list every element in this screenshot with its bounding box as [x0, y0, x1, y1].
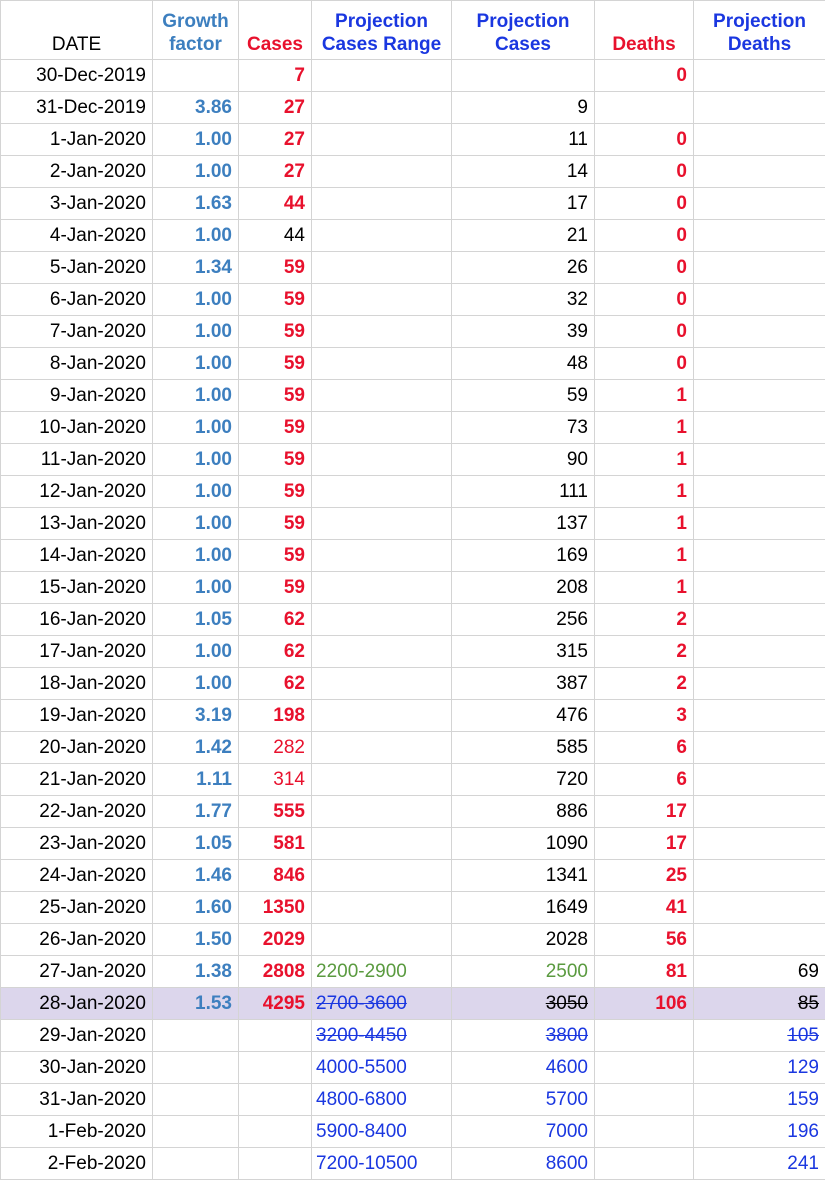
- date-cell[interactable]: 18-Jan-2020: [1, 668, 153, 700]
- date-cell[interactable]: 22-Jan-2020: [1, 796, 153, 828]
- cases-cell[interactable]: [239, 1148, 312, 1180]
- deaths-cell[interactable]: [595, 1116, 694, 1148]
- growth-factor-cell[interactable]: 1.42: [153, 732, 239, 764]
- growth-factor-cell[interactable]: 1.05: [153, 604, 239, 636]
- table-row: [1, 828, 825, 860]
- projection-range-cell[interactable]: [312, 124, 452, 156]
- growth-factor-cell[interactable]: 1.00: [153, 668, 239, 700]
- growth-factor-cell[interactable]: 1.50: [153, 924, 239, 956]
- deaths-cell[interactable]: 1: [595, 508, 694, 540]
- projection-deaths-cell[interactable]: [694, 316, 825, 348]
- header-growth-factor[interactable]: [153, 1, 239, 60]
- growth-factor-cell[interactable]: [153, 1116, 239, 1148]
- growth-factor-cell[interactable]: 1.77: [153, 796, 239, 828]
- table-row: [1, 92, 825, 124]
- cases-cell[interactable]: 27: [239, 124, 312, 156]
- projection-cases-cell[interactable]: 21: [452, 220, 595, 252]
- projection-cases-cell[interactable]: 1090: [452, 828, 595, 860]
- projection-range-cell[interactable]: [312, 700, 452, 732]
- date-cell[interactable]: 17-Jan-2020: [1, 636, 153, 668]
- projection-deaths-cell[interactable]: [694, 540, 825, 572]
- deaths-cell[interactable]: 1: [595, 412, 694, 444]
- deaths-cell[interactable]: 0: [595, 60, 694, 92]
- projection-cases-cell[interactable]: 208: [452, 572, 595, 604]
- deaths-cell[interactable]: 0: [595, 316, 694, 348]
- cases-cell[interactable]: [239, 1020, 312, 1052]
- header-deaths[interactable]: [595, 1, 694, 60]
- growth-factor-cell[interactable]: 1.00: [153, 284, 239, 316]
- growth-factor-cell[interactable]: 1.00: [153, 156, 239, 188]
- deaths-cell[interactable]: 1: [595, 380, 694, 412]
- cases-cell[interactable]: 4295: [239, 988, 312, 1020]
- projection-deaths-cell[interactable]: [694, 156, 825, 188]
- projection-cases-cell[interactable]: 9: [452, 92, 595, 124]
- cases-cell[interactable]: [239, 1116, 312, 1148]
- table-row: [1, 1052, 825, 1084]
- deaths-cell[interactable]: 2: [595, 604, 694, 636]
- deaths-cell[interactable]: 3: [595, 700, 694, 732]
- cases-cell[interactable]: 59: [239, 572, 312, 604]
- growth-factor-cell[interactable]: 1.00: [153, 476, 239, 508]
- projection-range-cell[interactable]: [312, 156, 452, 188]
- date-cell[interactable]: 4-Jan-2020: [1, 220, 153, 252]
- projection-cases-cell[interactable]: 11: [452, 124, 595, 156]
- projection-range-cell[interactable]: [312, 572, 452, 604]
- cases-cell[interactable]: 44: [239, 188, 312, 220]
- date-cell[interactable]: 23-Jan-2020: [1, 828, 153, 860]
- deaths-cell[interactable]: 0: [595, 156, 694, 188]
- deaths-cell[interactable]: 41: [595, 892, 694, 924]
- growth-factor-cell[interactable]: 3.86: [153, 92, 239, 124]
- projection-cases-cell[interactable]: 90: [452, 444, 595, 476]
- deaths-cell[interactable]: 81: [595, 956, 694, 988]
- header-deaths-label: Deaths: [612, 34, 675, 55]
- projection-deaths-cell[interactable]: [694, 700, 825, 732]
- projection-range-cell[interactable]: [312, 92, 452, 124]
- projection-cases-cell[interactable]: [452, 60, 595, 92]
- table-row: [1, 636, 825, 668]
- table-row: [1, 220, 825, 252]
- date-cell[interactable]: 6-Jan-2020: [1, 284, 153, 316]
- projection-range-cell[interactable]: [312, 828, 452, 860]
- cases-cell[interactable]: 198: [239, 700, 312, 732]
- cases-cell[interactable]: 62: [239, 636, 312, 668]
- growth-factor-cell[interactable]: 1.00: [153, 636, 239, 668]
- deaths-cell[interactable]: 0: [595, 220, 694, 252]
- projection-deaths-cell[interactable]: [694, 508, 825, 540]
- date-cell[interactable]: 16-Jan-2020: [1, 604, 153, 636]
- projection-deaths-cell[interactable]: [694, 252, 825, 284]
- projection-range-cell[interactable]: 2700-3600: [312, 988, 452, 1020]
- growth-factor-cell[interactable]: 1.00: [153, 508, 239, 540]
- table-row: [1, 1084, 825, 1116]
- projection-cases-cell[interactable]: 886: [452, 796, 595, 828]
- date-cell[interactable]: 21-Jan-2020: [1, 764, 153, 796]
- deaths-cell[interactable]: 0: [595, 284, 694, 316]
- growth-factor-cell[interactable]: 1.00: [153, 348, 239, 380]
- date-cell[interactable]: 19-Jan-2020: [1, 700, 153, 732]
- projection-deaths-cell[interactable]: [694, 220, 825, 252]
- date-cell[interactable]: 20-Jan-2020: [1, 732, 153, 764]
- header-proj-range-line2: Cases Range: [322, 34, 441, 55]
- date-cell[interactable]: 30-Dec-2019: [1, 60, 153, 92]
- projection-range-cell[interactable]: [312, 604, 452, 636]
- projection-cases-cell[interactable]: 48: [452, 348, 595, 380]
- projection-deaths-cell[interactable]: [694, 860, 825, 892]
- date-cell[interactable]: 2-Feb-2020: [1, 1148, 153, 1180]
- deaths-cell[interactable]: [595, 1052, 694, 1084]
- projection-cases-cell[interactable]: 73: [452, 412, 595, 444]
- projection-range-cell[interactable]: 4800-6800: [312, 1084, 452, 1116]
- cases-cell[interactable]: 282: [239, 732, 312, 764]
- projection-range-cell[interactable]: [312, 924, 452, 956]
- projection-deaths-cell[interactable]: [694, 636, 825, 668]
- date-cell[interactable]: 12-Jan-2020: [1, 476, 153, 508]
- projection-deaths-cell[interactable]: [694, 284, 825, 316]
- projection-cases-cell[interactable]: 3050: [452, 988, 595, 1020]
- table-row: [1, 348, 825, 380]
- deaths-cell[interactable]: 17: [595, 828, 694, 860]
- projection-range-cell[interactable]: 2200-2900: [312, 956, 452, 988]
- date-cell[interactable]: 27-Jan-2020: [1, 956, 153, 988]
- projection-deaths-cell[interactable]: 129: [694, 1052, 825, 1084]
- projection-cases-cell[interactable]: 315: [452, 636, 595, 668]
- projection-deaths-cell[interactable]: [694, 124, 825, 156]
- projection-deaths-cell[interactable]: 85: [694, 988, 825, 1020]
- projection-range-cell[interactable]: [312, 732, 452, 764]
- deaths-cell[interactable]: 6: [595, 764, 694, 796]
- projection-cases-cell[interactable]: 8600: [452, 1148, 595, 1180]
- header-proj-cases-line1: Projection: [477, 11, 570, 32]
- growth-factor-cell[interactable]: [153, 1148, 239, 1180]
- projection-range-cell[interactable]: 3200-4450: [312, 1020, 452, 1052]
- projection-deaths-cell[interactable]: [694, 572, 825, 604]
- growth-factor-cell[interactable]: 1.11: [153, 764, 239, 796]
- deaths-cell[interactable]: 1: [595, 540, 694, 572]
- growth-factor-cell[interactable]: 1.00: [153, 444, 239, 476]
- deaths-cell[interactable]: 6: [595, 732, 694, 764]
- header-proj-cases-line2: Cases: [495, 34, 551, 55]
- deaths-cell[interactable]: 1: [595, 444, 694, 476]
- projection-cases-cell[interactable]: 39: [452, 316, 595, 348]
- cases-cell[interactable]: 59: [239, 508, 312, 540]
- date-cell[interactable]: 28-Jan-2020: [1, 988, 153, 1020]
- table-row: [1, 156, 825, 188]
- date-cell[interactable]: 11-Jan-2020: [1, 444, 153, 476]
- projection-deaths-cell[interactable]: [694, 764, 825, 796]
- cases-cell[interactable]: 62: [239, 604, 312, 636]
- header-proj-deaths-line1: Projection: [713, 11, 806, 32]
- projection-range-cell[interactable]: [312, 380, 452, 412]
- growth-factor-cell[interactable]: [153, 1052, 239, 1084]
- deaths-cell[interactable]: 0: [595, 252, 694, 284]
- table-row: [1, 540, 825, 572]
- date-cell[interactable]: 29-Jan-2020: [1, 1020, 153, 1052]
- table-row: [1, 668, 825, 700]
- header-proj-range-line1: Projection: [335, 11, 428, 32]
- growth-factor-cell[interactable]: 1.00: [153, 316, 239, 348]
- projection-cases-cell[interactable]: 256: [452, 604, 595, 636]
- projection-range-cell[interactable]: [312, 220, 452, 252]
- projection-range-cell[interactable]: [312, 476, 452, 508]
- table-row: [1, 764, 825, 796]
- projection-deaths-cell[interactable]: [694, 924, 825, 956]
- growth-factor-cell[interactable]: [153, 1084, 239, 1116]
- projection-cases-cell[interactable]: 17: [452, 188, 595, 220]
- projection-deaths-cell[interactable]: 159: [694, 1084, 825, 1116]
- growth-factor-cell[interactable]: 1.53: [153, 988, 239, 1020]
- growth-factor-cell[interactable]: 1.00: [153, 220, 239, 252]
- table-row: [1, 572, 825, 604]
- projection-deaths-cell[interactable]: 69: [694, 956, 825, 988]
- projection-range-cell[interactable]: [312, 444, 452, 476]
- projection-cases-cell[interactable]: 14: [452, 156, 595, 188]
- deaths-cell[interactable]: 106: [595, 988, 694, 1020]
- header-row: [1, 1, 825, 60]
- table-row: [1, 124, 825, 156]
- header-projection-cases[interactable]: [452, 1, 595, 60]
- deaths-cell[interactable]: [595, 1084, 694, 1116]
- date-cell[interactable]: 31-Jan-2020: [1, 1084, 153, 1116]
- projection-cases-cell[interactable]: 7000: [452, 1116, 595, 1148]
- table-row: [1, 892, 825, 924]
- header-cases[interactable]: [239, 1, 312, 60]
- table-row: [1, 508, 825, 540]
- projection-deaths-cell[interactable]: [694, 828, 825, 860]
- projection-deaths-cell[interactable]: [694, 188, 825, 220]
- projection-cases-cell[interactable]: 3800: [452, 1020, 595, 1052]
- projection-range-cell[interactable]: [312, 764, 452, 796]
- cases-cell[interactable]: 2029: [239, 924, 312, 956]
- date-cell[interactable]: 13-Jan-2020: [1, 508, 153, 540]
- projection-deaths-cell[interactable]: [694, 796, 825, 828]
- date-cell[interactable]: 31-Dec-2019: [1, 92, 153, 124]
- projection-range-cell[interactable]: 5900-8400: [312, 1116, 452, 1148]
- table-row: [1, 252, 825, 284]
- table-row: [1, 700, 825, 732]
- deaths-cell[interactable]: 0: [595, 124, 694, 156]
- projection-cases-cell[interactable]: 2028: [452, 924, 595, 956]
- growth-factor-cell[interactable]: 1.60: [153, 892, 239, 924]
- table-row: [1, 380, 825, 412]
- date-cell[interactable]: 24-Jan-2020: [1, 860, 153, 892]
- projection-deaths-cell[interactable]: [694, 668, 825, 700]
- header-projection-range[interactable]: [312, 1, 452, 60]
- deaths-cell[interactable]: [595, 92, 694, 124]
- deaths-cell[interactable]: 0: [595, 348, 694, 380]
- date-cell[interactable]: 14-Jan-2020: [1, 540, 153, 572]
- deaths-cell[interactable]: [595, 1148, 694, 1180]
- growth-factor-cell[interactable]: 1.00: [153, 380, 239, 412]
- growth-factor-cell[interactable]: 1.00: [153, 124, 239, 156]
- projection-range-cell[interactable]: [312, 540, 452, 572]
- cases-cell[interactable]: 44: [239, 220, 312, 252]
- date-cell[interactable]: 3-Jan-2020: [1, 188, 153, 220]
- projection-range-cell[interactable]: [312, 284, 452, 316]
- header-date-label: DATE: [52, 34, 101, 55]
- date-cell[interactable]: 10-Jan-2020: [1, 412, 153, 444]
- table-row: [1, 732, 825, 764]
- header-proj-deaths-line2: Deaths: [728, 34, 791, 55]
- projection-range-cell[interactable]: [312, 636, 452, 668]
- projection-cases-cell[interactable]: 169: [452, 540, 595, 572]
- projection-range-cell[interactable]: [312, 252, 452, 284]
- date-cell[interactable]: 2-Jan-2020: [1, 156, 153, 188]
- table-row: [1, 604, 825, 636]
- projection-cases-cell[interactable]: 585: [452, 732, 595, 764]
- projection-cases-cell[interactable]: 26: [452, 252, 595, 284]
- date-cell[interactable]: 9-Jan-2020: [1, 380, 153, 412]
- projection-deaths-cell[interactable]: [694, 732, 825, 764]
- growth-factor-cell[interactable]: 1.46: [153, 860, 239, 892]
- projection-range-cell[interactable]: [312, 892, 452, 924]
- cases-cell[interactable]: [239, 1052, 312, 1084]
- cases-cell[interactable]: 27: [239, 156, 312, 188]
- projection-cases-cell[interactable]: 59: [452, 380, 595, 412]
- cases-cell[interactable]: 62: [239, 668, 312, 700]
- projection-range-cell[interactable]: [312, 668, 452, 700]
- cases-cell[interactable]: 59: [239, 444, 312, 476]
- table-row: [1, 60, 825, 92]
- growth-factor-cell[interactable]: 1.00: [153, 540, 239, 572]
- projection-cases-cell[interactable]: 1341: [452, 860, 595, 892]
- date-cell[interactable]: 26-Jan-2020: [1, 924, 153, 956]
- table-row: [1, 284, 825, 316]
- growth-factor-cell[interactable]: [153, 60, 239, 92]
- projection-range-cell[interactable]: [312, 188, 452, 220]
- growth-factor-cell[interactable]: 1.34: [153, 252, 239, 284]
- projection-cases-cell[interactable]: 1649: [452, 892, 595, 924]
- table-row: [1, 1148, 825, 1180]
- projection-deaths-cell[interactable]: [694, 348, 825, 380]
- projection-cases-cell[interactable]: 5700: [452, 1084, 595, 1116]
- date-cell[interactable]: 25-Jan-2020: [1, 892, 153, 924]
- projection-cases-cell[interactable]: 2500: [452, 956, 595, 988]
- header-growth-line2: factor: [169, 34, 222, 55]
- cases-cell[interactable]: 27: [239, 92, 312, 124]
- projection-range-cell[interactable]: 4000-5500: [312, 1052, 452, 1084]
- date-cell[interactable]: 1-Feb-2020: [1, 1116, 153, 1148]
- growth-factor-cell[interactable]: 3.19: [153, 700, 239, 732]
- growth-factor-cell[interactable]: 1.00: [153, 572, 239, 604]
- date-cell[interactable]: 30-Jan-2020: [1, 1052, 153, 1084]
- projection-deaths-cell[interactable]: [694, 604, 825, 636]
- table-row: [1, 444, 825, 476]
- projection-range-cell[interactable]: [312, 860, 452, 892]
- projection-deaths-cell[interactable]: [694, 92, 825, 124]
- table-row: [1, 188, 825, 220]
- date-cell[interactable]: 15-Jan-2020: [1, 572, 153, 604]
- deaths-cell[interactable]: 2: [595, 668, 694, 700]
- projection-cases-cell[interactable]: 387: [452, 668, 595, 700]
- cases-cell[interactable]: 59: [239, 380, 312, 412]
- cases-cell[interactable]: 59: [239, 252, 312, 284]
- table-row: [1, 988, 825, 1020]
- cases-cell[interactable]: 59: [239, 540, 312, 572]
- projection-deaths-cell[interactable]: [694, 380, 825, 412]
- table-row: [1, 1116, 825, 1148]
- cases-cell[interactable]: 1350: [239, 892, 312, 924]
- projection-deaths-cell[interactable]: 196: [694, 1116, 825, 1148]
- deaths-cell[interactable]: 0: [595, 188, 694, 220]
- date-cell[interactable]: 7-Jan-2020: [1, 316, 153, 348]
- deaths-cell[interactable]: 1: [595, 572, 694, 604]
- table-row: [1, 924, 825, 956]
- projection-cases-cell[interactable]: 720: [452, 764, 595, 796]
- deaths-cell[interactable]: 17: [595, 796, 694, 828]
- header-date[interactable]: [1, 1, 153, 60]
- projection-cases-cell[interactable]: 4600: [452, 1052, 595, 1084]
- deaths-cell[interactable]: 56: [595, 924, 694, 956]
- projection-deaths-cell[interactable]: [694, 444, 825, 476]
- cases-cell[interactable]: 59: [239, 476, 312, 508]
- date-cell[interactable]: 8-Jan-2020: [1, 348, 153, 380]
- header-projection-deaths[interactable]: [694, 1, 825, 60]
- projection-range-cell[interactable]: [312, 60, 452, 92]
- projection-deaths-cell[interactable]: 105: [694, 1020, 825, 1052]
- projection-range-cell[interactable]: 7200-10500: [312, 1148, 452, 1180]
- deaths-cell[interactable]: 1: [595, 476, 694, 508]
- cases-cell[interactable]: [239, 1084, 312, 1116]
- projection-deaths-cell[interactable]: [694, 412, 825, 444]
- growth-factor-cell[interactable]: 1.63: [153, 188, 239, 220]
- growth-factor-cell[interactable]: [153, 1020, 239, 1052]
- deaths-cell[interactable]: 25: [595, 860, 694, 892]
- cases-cell[interactable]: 59: [239, 284, 312, 316]
- projection-range-cell[interactable]: [312, 796, 452, 828]
- growth-factor-cell[interactable]: 1.00: [153, 412, 239, 444]
- projection-deaths-cell[interactable]: 241: [694, 1148, 825, 1180]
- header-cases-label: Cases: [247, 34, 303, 55]
- table-row: [1, 412, 825, 444]
- table-row: [1, 860, 825, 892]
- cases-cell[interactable]: 59: [239, 412, 312, 444]
- table-row: [1, 796, 825, 828]
- growth-factor-cell[interactable]: 1.05: [153, 828, 239, 860]
- cases-cell[interactable]: 59: [239, 348, 312, 380]
- table-row: [1, 1020, 825, 1052]
- cases-cell[interactable]: 59: [239, 316, 312, 348]
- date-cell[interactable]: 1-Jan-2020: [1, 124, 153, 156]
- table-row: [1, 476, 825, 508]
- date-cell[interactable]: 5-Jan-2020: [1, 252, 153, 284]
- projection-deaths-cell[interactable]: [694, 892, 825, 924]
- cases-cell[interactable]: 7: [239, 60, 312, 92]
- deaths-cell[interactable]: [595, 1020, 694, 1052]
- header-growth-line1: Growth: [162, 11, 229, 32]
- table-row: [1, 956, 825, 988]
- projection-range-cell[interactable]: [312, 412, 452, 444]
- projection-range-cell[interactable]: [312, 316, 452, 348]
- projection-cases-cell[interactable]: 137: [452, 508, 595, 540]
- projection-deaths-cell[interactable]: [694, 60, 825, 92]
- cases-cell[interactable]: 555: [239, 796, 312, 828]
- projection-deaths-cell[interactable]: [694, 476, 825, 508]
- cases-cell[interactable]: 846: [239, 860, 312, 892]
- projection-cases-cell[interactable]: 32: [452, 284, 595, 316]
- table-row: [1, 316, 825, 348]
- projection-cases-cell[interactable]: 476: [452, 700, 595, 732]
- cases-cell[interactable]: 314: [239, 764, 312, 796]
- cases-cell[interactable]: 2808: [239, 956, 312, 988]
- projection-cases-cell[interactable]: 111: [452, 476, 595, 508]
- projection-range-cell[interactable]: [312, 348, 452, 380]
- growth-factor-cell[interactable]: 1.38: [153, 956, 239, 988]
- cases-cell[interactable]: 581: [239, 828, 312, 860]
- projection-range-cell[interactable]: [312, 508, 452, 540]
- deaths-cell[interactable]: 2: [595, 636, 694, 668]
